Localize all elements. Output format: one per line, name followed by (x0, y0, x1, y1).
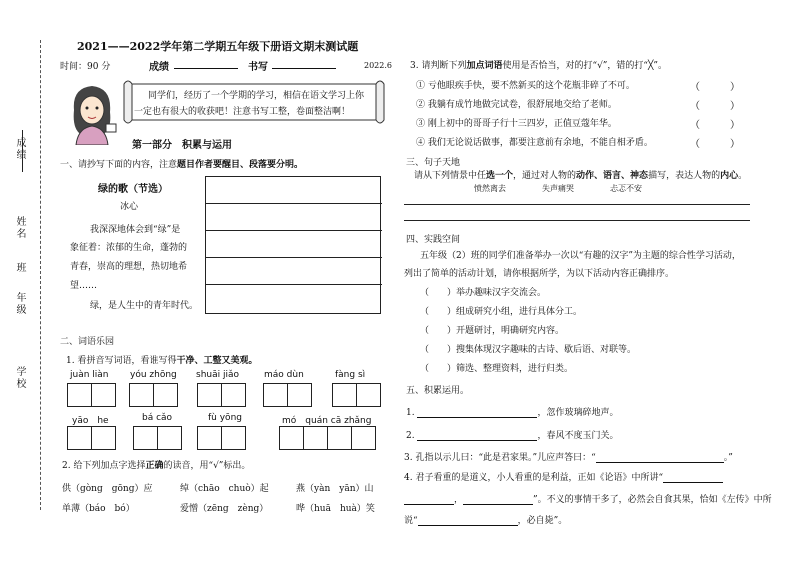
q5-line-2: 2. ，春风不度玉门关。 (406, 431, 619, 441)
q1-title-bold: 题目作者要醒目、段落要分明。 (177, 160, 304, 170)
q5-line-1-end: ，忽作玻璃碎地声。 (537, 408, 619, 418)
q5-line-3-end: 。” (723, 453, 733, 463)
sentence-desc-bold-3: 内心 (720, 171, 739, 181)
q3-item-4: ④ 我们无论说话做事，都要注意前有余地，不能自相矛盾。 (416, 138, 653, 148)
page-title: 2021——2022学年第二学期五年级下册语文期末测试题 (77, 40, 359, 53)
sentence-answer-line-1[interactable] (404, 204, 750, 205)
poem-line-3: 青春，崇高的理想，热切地希 (70, 262, 188, 272)
answer-box-8[interactable] (198, 426, 246, 450)
q3-title-end: 使用是否恰当，对的打“√”，错的打“╳”。 (502, 61, 668, 71)
copy-line (206, 203, 382, 204)
sentence-desc (414, 168, 747, 181)
q3-answer-3[interactable]: （ ） (690, 120, 740, 131)
sentence-desc-bold-2: 动作、语言、神态 (576, 171, 649, 181)
sentence-desc-1: 请从下列情景中任 (414, 171, 487, 181)
q5-title: 五、积累运用。 (406, 386, 470, 396)
q5-line-4b-end: ”。不义的事情干多了，必然会自食其果，恰如《左传》中所 (533, 495, 772, 505)
q5-line-4b-text: ， (454, 495, 464, 505)
q5-blank-4d[interactable] (418, 515, 518, 526)
q5-blank-2[interactable] (417, 430, 537, 441)
poem-line-5: 绿，是人生中的青年时代。 (90, 301, 199, 311)
choice-3[interactable]: 燕（yàn yān）山 (296, 484, 374, 494)
score-label: 成绩 (149, 62, 169, 73)
q3-answer-2[interactable]: （ ） (690, 101, 740, 112)
q2-sub1-bold: 干净、工整又美观。 (176, 356, 258, 366)
copy-area[interactable] (205, 176, 381, 314)
choice-1[interactable]: 供（gòng gōng）应 (62, 484, 153, 494)
side-class-label: 班 (14, 262, 25, 274)
side-school-label: 学校 (14, 366, 25, 390)
q3-title-text: 3. 请判断下列 (410, 61, 467, 71)
pinyin-1: juàn liàn (70, 370, 109, 380)
q4-title: 四、实践空间 (406, 235, 461, 245)
q5-line-4c-end: ，必自毙”。 (517, 516, 568, 526)
pinyin-9: mó quán cā zhǎng (282, 416, 372, 426)
sentence-title: 三、句子天地 (406, 158, 461, 168)
sentence-desc-4: 。 (738, 171, 748, 181)
sentence-desc-2: ，通过对人物的 (513, 171, 577, 181)
time-label: 时间：90 分 (60, 62, 111, 72)
answer-box-3[interactable] (198, 383, 246, 407)
q2-sub1-text: 1. 看拼音写词语，看谁写得 (66, 356, 177, 366)
sentence-answer-line-2[interactable] (404, 220, 750, 221)
choice-2[interactable]: 绰（chāo chuò）起 (180, 484, 269, 494)
girl-illustration (62, 80, 122, 145)
writing-label: 书写 (248, 62, 268, 73)
q3-title (410, 58, 667, 71)
q5-line-4c-text: 说“ (404, 516, 418, 526)
q1-title-text: 一、请抄写下面的内容，注意 (60, 160, 178, 170)
poem-line-1: 我深深地体会到“绿”是 (90, 225, 181, 235)
copy-line (206, 284, 382, 285)
pinyin-7: bá cǎo (142, 413, 173, 423)
q4-item-3[interactable]: （ ）开题研讨，明确研究内容。 (420, 326, 565, 336)
pinyin-4: máo dùn (264, 370, 304, 380)
intro-line-2: 一定也有很大的收获吧！注意书写工整，卷面整洁啊！ (134, 107, 351, 117)
q5-blank-4b[interactable] (404, 494, 454, 505)
q4-item-5[interactable]: （ ）筛选、整理资料，进行归类。 (420, 364, 574, 374)
q2-sub2-bold: 正确 (145, 461, 164, 471)
pinyin-6: yāo he (72, 416, 109, 426)
answer-box-5[interactable] (333, 383, 381, 407)
side-score-line (22, 130, 24, 172)
score-field[interactable] (174, 58, 238, 69)
q5-blank-4c[interactable] (463, 494, 533, 505)
q3-item-3: ③ 刚上初中的哥哥子行十三四岁，正值豆蔻年华。 (416, 119, 617, 129)
q2-title: 二、词语乐园 (60, 337, 115, 347)
choice-6[interactable]: 哗（huā huà）笑 (296, 504, 375, 514)
copy-line (206, 257, 382, 258)
binding-line (40, 40, 42, 510)
side-grade-label: 年级 (14, 292, 25, 316)
poem-author: 冰心 (120, 202, 139, 212)
q5-line-4b (404, 492, 772, 505)
q3-answer-1[interactable]: （ ） (690, 82, 740, 93)
side-name-label: 姓名 (14, 216, 25, 240)
sentence-desc-3: 描写，表达人物的 (648, 171, 721, 181)
q5-blank-4a[interactable] (663, 472, 723, 483)
q5-line-4c (404, 513, 567, 526)
q2-sub2 (62, 458, 250, 471)
pinyin-5: fàng sì (335, 370, 366, 380)
scroll-frame (122, 80, 386, 124)
side-score-label: 成绩 (14, 137, 25, 161)
q5-blank-1[interactable] (417, 407, 537, 418)
answer-box-2[interactable] (130, 383, 178, 407)
word-option-3: 忐忑不安 (610, 184, 642, 193)
q4-desc-1: 五年级（2）班的同学们准备举办一次以“有趣的汉字”为主题的综合性学习活动， (420, 251, 741, 261)
poem-title: 绿的歌（节选） (98, 184, 168, 195)
q4-item-2[interactable]: （ ）组成研究小组，进行具体分工。 (420, 307, 583, 317)
word-option-2: 失声痛哭 (542, 184, 574, 193)
poem-line-4: 望…… (70, 281, 98, 291)
q2-sub2-text: 2. 给下列加点字选择 (62, 461, 146, 471)
exam-date: 2022.6 (364, 61, 392, 70)
answer-box-7[interactable] (134, 426, 182, 450)
word-option-1: 愤然离去 (474, 184, 506, 193)
q3-title-bold: 加点词语 (466, 61, 503, 71)
q2-sub2-end: 的读音，用“√”标出。 (163, 461, 251, 471)
pinyin-3: shuāi jiǎo (196, 370, 239, 380)
q5-line-4-text: 4. 君子看重的是道义，小人看重的是利益，正如《论语》中所讲“ (404, 473, 664, 483)
pinyin-8: fù yōng (208, 413, 242, 423)
intro-line-1: 同学们，经历了一个学期的学习，相信在语文学习上你 (148, 91, 365, 101)
pinyin-2: yóu zhōng (130, 370, 177, 380)
answer-box-9[interactable] (280, 426, 376, 450)
writing-field[interactable] (272, 58, 336, 69)
part1-heading: 第一部分 积累与运用 (132, 140, 232, 151)
q3-item-1: ① 亏他眼疾手快，要不然新买的这个花瓶非碎了不可。 (416, 81, 635, 91)
q5-line-2-end: ，春风不度玉门关。 (537, 431, 619, 441)
q3-answer-4[interactable]: （ ） (690, 139, 740, 150)
answer-box-4[interactable] (264, 383, 312, 407)
q2-sub1 (66, 353, 257, 366)
q5-line-3-text: 3. 孔指以示儿曰：“此是君家果。”儿应声答曰：“ (404, 453, 596, 463)
answer-box-1[interactable] (68, 383, 116, 407)
answer-box-6[interactable] (68, 426, 116, 450)
q5-line-1: 1. ，忽作玻璃碎地声。 (406, 408, 619, 418)
copy-line (206, 230, 382, 231)
q4-item-4[interactable]: （ ）搜集体现汉字趣味的古诗、歇后语、对联等。 (420, 345, 637, 355)
q3-item-2: ② 我躺有成竹地做完试卷，很舒展地交给了老师。 (416, 100, 617, 110)
poem-line-2: 象征着：浓郁的生命，蓬勃的 (70, 243, 188, 253)
q5-blank-3[interactable] (596, 452, 724, 463)
choice-4[interactable]: 单薄（báo bó） (62, 504, 135, 514)
q5-line-3 (404, 450, 733, 463)
sentence-desc-bold-1: 选一个 (486, 171, 514, 181)
q1-title (60, 157, 303, 170)
q4-desc-2: 列出了简单的活动计划，请你根据所学，为以下活动内容正确排序。 (404, 269, 675, 279)
choice-5[interactable]: 爱憎（zēng zèng） (180, 504, 269, 514)
q4-item-1[interactable]: （ ）举办趣味汉字交流会。 (420, 288, 547, 298)
q5-line-4 (404, 470, 723, 483)
